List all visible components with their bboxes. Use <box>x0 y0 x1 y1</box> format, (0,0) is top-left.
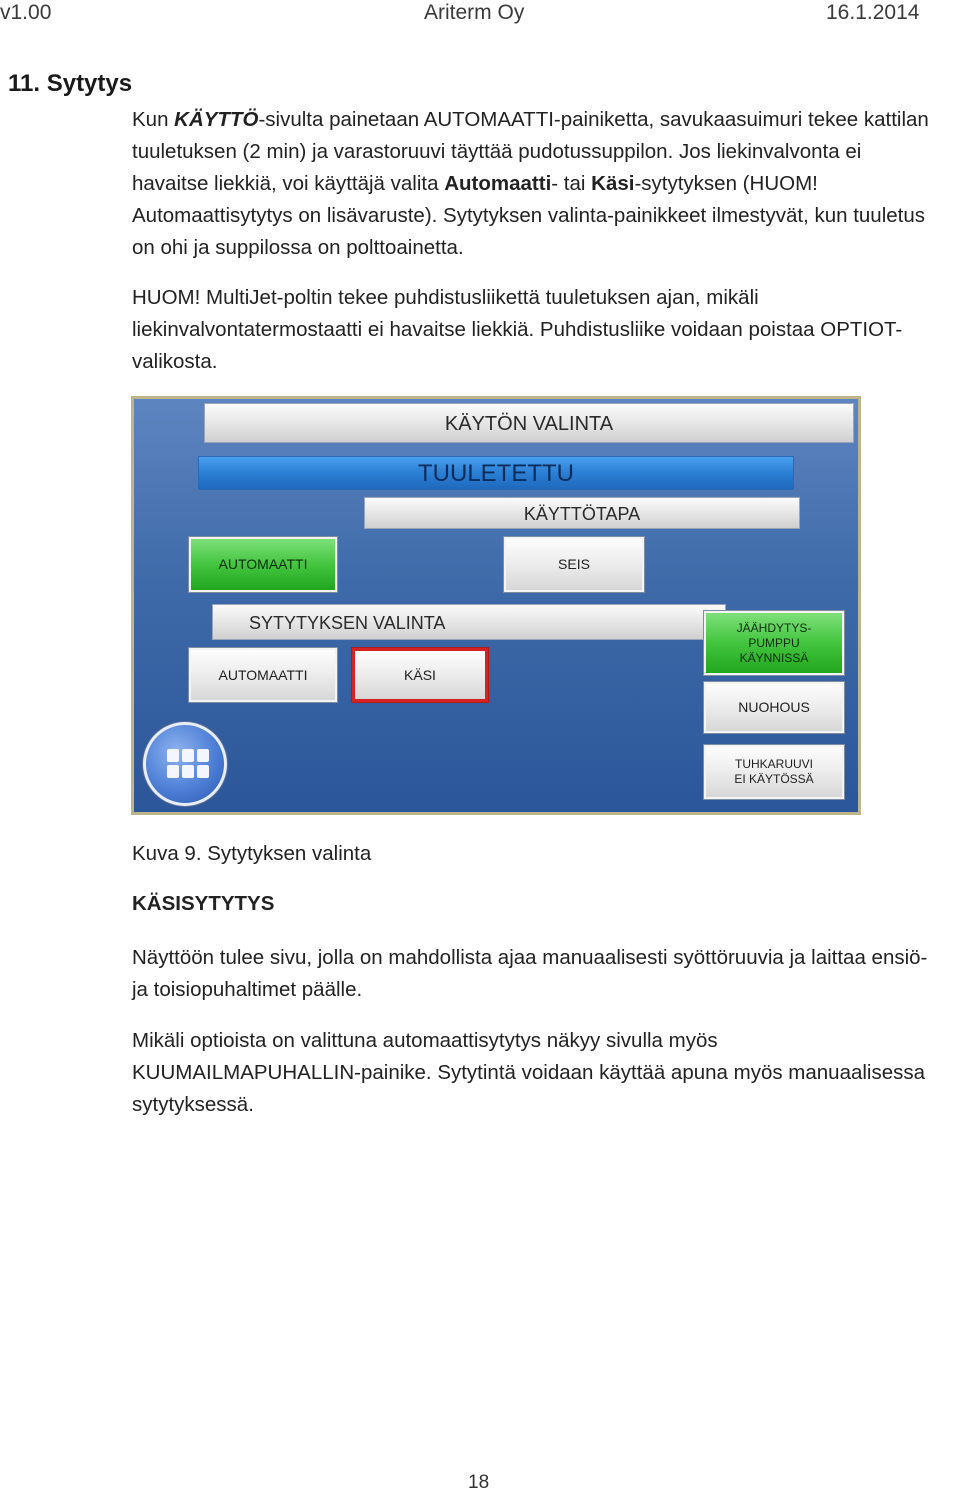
screen-title-bar: KÄYTÖN VALINTA <box>204 403 854 443</box>
automatic-ignition-button[interactable]: AUTOMAATTI <box>189 648 337 702</box>
note-paragraph: HUOM! MultiJet-poltin tekee puhdistusliikettä tuuletuksen ajan, mikäli liekinvalvontatermostaatti ei havaitse liekkiä. Puhdistusliike voidaan poistaa OPTIOT-valikosta. <box>132 286 903 373</box>
manual-ignition-button[interactable]: KÄSI <box>352 648 488 702</box>
cooling-pump-button[interactable]: JÄÄHDYTYS- PUMPPU KÄYNNISSÄ <box>704 611 844 675</box>
page-number: 18 <box>468 1472 490 1493</box>
manual-ignition-paragraph: Näyttöön tulee sivu, jolla on mahdollista ajaa manuaalisesti syöttöruuvia ja laittaa ensiö- ja toisiopuhaltimet päälle. <box>132 946 928 1001</box>
subheading: KÄSISYTYTYS <box>132 892 275 915</box>
intro-paragraph <box>132 104 932 264</box>
ash-screw-button[interactable]: TUHKARUUVI EI KÄYTÖSSÄ <box>704 745 844 799</box>
kaytto-page-name: KÄYTTÖ <box>174 108 259 131</box>
header-version: v1.00 <box>0 1 52 24</box>
grid-menu-icon <box>167 749 209 779</box>
header-date: 16.1.2014 <box>826 1 920 24</box>
intro-text-start: Kun <box>132 108 175 131</box>
status-bar: TUULETETTU <box>198 456 794 490</box>
figure-caption: Kuva 9. Sytytyksen valinta <box>132 842 372 865</box>
automatic-mode-button[interactable]: AUTOMAATTI <box>189 537 337 592</box>
sweeping-button[interactable]: NUOHOUS <box>704 682 844 733</box>
kasi-emphasis: Käsi <box>591 172 635 195</box>
header-company: Ariterm Oy <box>424 1 525 24</box>
intro-text-connector: - tai <box>551 172 592 195</box>
automaatti-emphasis: Automaatti <box>444 172 552 195</box>
control-panel-screenshot <box>131 396 861 815</box>
stop-button[interactable]: SEIS <box>504 537 644 592</box>
ignition-selection-label: SYTYTYKSEN VALINTA <box>212 604 726 640</box>
operating-mode-label: KÄYTTÖTAPA <box>364 497 800 529</box>
options-paragraph: Mikäli optioista on valittuna automaattisytytys näkyy sivulla myös KUUMAILMAPUHALLIN-painike. Sytytintä voidaan käyttää apuna myös manuaalisessa sytytyksessä. <box>132 1029 926 1116</box>
menu-button[interactable] <box>143 722 227 806</box>
intro-text-end: -sytytyksen (HUOM! Automaattisytytys on lisävaruste). Sytytyksen valinta-painikkeet ilmestyvät, kun tuuletus on ohi ja suppilossa on polttoainetta. <box>132 172 926 259</box>
intro-text-middle: -sivulta painetaan AUTOMAATTI-painiketta, savukaasuimuri tekee kattilan tuuletuksen (2 min) ja varastoruuvi täyttää pudotussuppilon. Jos liekinvalvonta ei havaitse liekkiä, voi käyttäjä valita <box>132 108 929 195</box>
section-title: 11. Sytytys <box>8 70 133 97</box>
